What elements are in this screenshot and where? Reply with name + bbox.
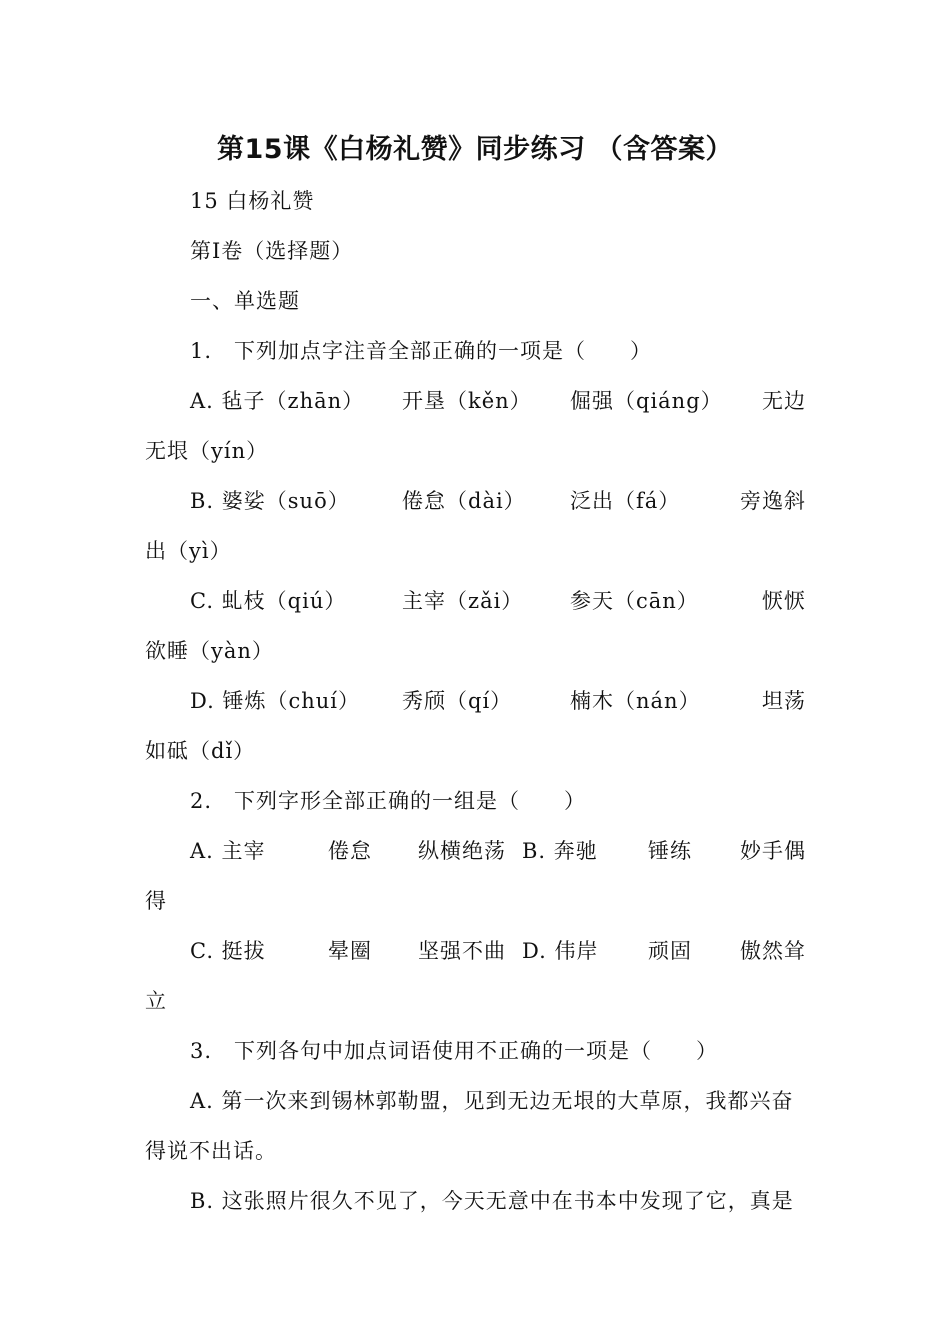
q2-b-item-2: 锤练 [648,839,692,863]
q2-options-cd-cont: 立 [145,989,167,1013]
q1-d-item-1: D. 锤炼（chuí） [190,689,360,713]
q2-options-ab-cont: 得 [145,889,167,913]
q1-a-item-4: 无边 [762,389,806,413]
q1-option-c [190,586,806,616]
q1-c-item-4: 恹恹 [762,589,806,613]
q2-b-item-3: 妙手偶 [740,839,806,863]
section-heading: 一、单选题 [190,289,300,313]
q1-option-b-cont: 出（yì） [145,539,232,563]
q1-a-item-2: 开垦（kěn） [402,389,532,413]
q2-c-label: C. 挺拔 [190,939,266,963]
q1-option-d-cont: 如砥（dǐ） [145,739,256,763]
q1-a-item-1: A. 毡子（zhān） [190,389,365,413]
volume-heading: 第Ⅰ卷（选择题） [190,239,354,263]
q1-d-item-4: 坦荡 [762,689,806,713]
q2-a-item-2: 倦怠 [328,839,372,863]
q1-c-item-3: 参天（cān） [570,589,699,613]
q2-d-item-3: 傲然耸 [740,939,806,963]
q1-option-a [190,386,806,416]
q1-d-item-2: 秀颀（qí） [402,689,513,713]
question-3-stem: 3. 下列各句中加点词语使用不正确的一项是（ ） [190,1039,719,1063]
lesson-heading: 15 白杨礼赞 [190,189,315,213]
q1-option-d [190,686,806,716]
q1-b-item-1: B. 婆娑（suō） [190,489,350,513]
page-title: 第15课《白杨礼赞》同步练习 （含答案） [217,134,733,165]
question-2-stem: 2. 下列字形全部正确的一组是（ ） [190,789,587,813]
q2-d-label: D. 伟岸 [522,939,599,963]
question-1-stem: 1. 下列加点字注音全部正确的一项是（ ） [190,339,653,363]
q2-b-label: B. 奔驰 [522,839,598,863]
q2-options-ab [190,836,806,866]
q2-a-item-3: 纵横绝荡 [418,839,506,863]
q2-c-item-3: 坚强不曲 [418,939,506,963]
q3-option-b: B. 这张照片很久不见了，今天无意中在书本中发现了它，真是 [190,1189,794,1213]
q1-option-a-cont: 无垠（yín） [145,439,269,463]
q3-option-a: A. 第一次来到锡林郭勒盟，见到无边无垠的大草原，我都兴奋 [190,1089,794,1113]
q2-d-item-2: 顽固 [648,939,692,963]
q1-a-item-3: 倔强（qiáng） [570,389,723,413]
q1-b-item-3: 泛出（fá） [570,489,681,513]
q2-c-item-2: 晕圈 [328,939,372,963]
q1-b-item-4: 旁逸斜 [740,489,806,513]
q2-options-cd [190,936,806,966]
q2-a-label: A. 主宰 [190,839,266,863]
q1-c-item-2: 主宰（zǎi） [402,589,524,613]
q3-option-a-cont: 得说不出话。 [145,1139,277,1163]
q1-c-item-1: C. 虬枝（qiú） [190,589,347,613]
q1-d-item-3: 楠木（nán） [570,689,701,713]
q1-option-b [190,486,806,516]
q1-b-item-2: 倦怠（dài） [402,489,526,513]
q1-option-c-cont: 欲睡（yàn） [145,639,274,663]
